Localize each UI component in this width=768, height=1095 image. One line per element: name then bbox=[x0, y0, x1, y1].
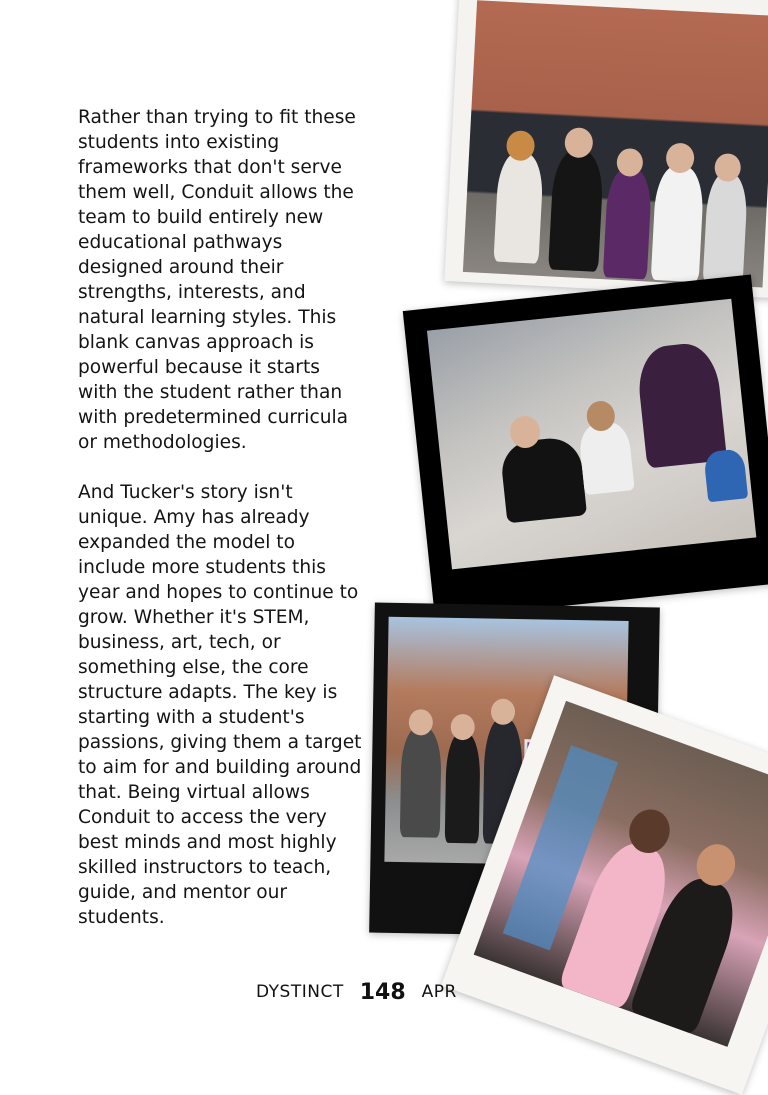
photo-image bbox=[463, 0, 768, 287]
photo-kids-activity bbox=[403, 275, 768, 620]
article-paragraph: And Tucker's story isn't unique. Amy has already expanded the model to include more students this year and hopes to continue to grow. Whether it's STEM, business, art, tech, or something else, the core structure adapts. The key is starting with a student's passions, giving them a target to aim for and building around that. Being virtual allows Conduit to access the very best minds and most highly skilled instructors to teach, guide, and mentor our students. bbox=[78, 482, 362, 928]
issue-month: APR bbox=[421, 982, 457, 1002]
article-body bbox=[78, 105, 363, 955]
photo-students-group bbox=[444, 0, 768, 299]
page-number: 148 bbox=[359, 979, 406, 1005]
page-footer bbox=[256, 978, 457, 1006]
photo-image bbox=[427, 299, 756, 570]
magazine-brand: DYSTINCT bbox=[256, 982, 344, 1002]
article-paragraph: Rather than trying to fit these students into existing frameworks that don't serve them well, Conduit allows the team to build entirely new educational pathways designed around their strengths, interests, and natural learning styles. This blank canvas approach is powerful because it starts with the student rather than with predetermined curricula or methodologies. bbox=[78, 107, 356, 453]
